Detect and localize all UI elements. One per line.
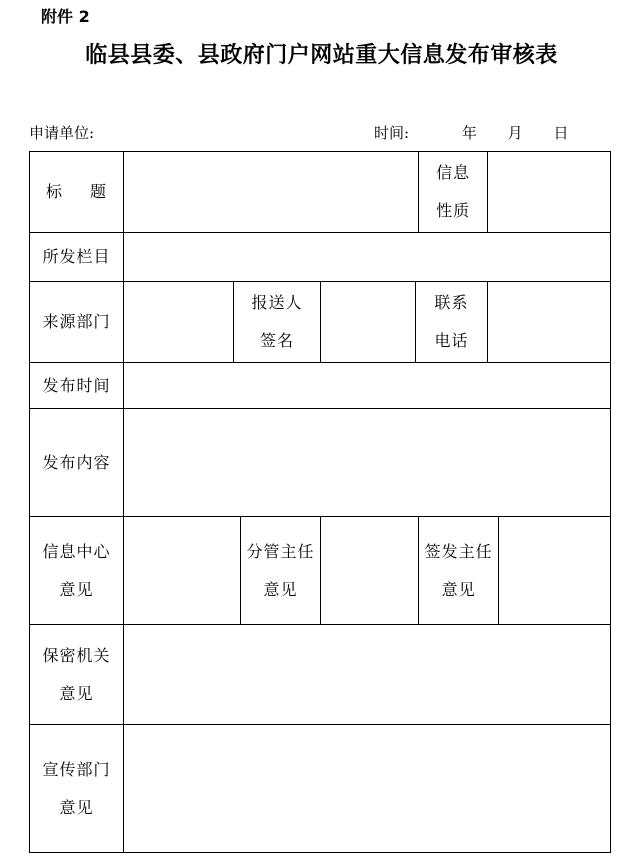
column-input-cell[interactable] bbox=[124, 233, 611, 282]
info-center-input-cell[interactable] bbox=[124, 517, 241, 625]
table-row bbox=[30, 725, 611, 853]
contact-input-cell[interactable] bbox=[488, 282, 611, 363]
propaganda-input-cell[interactable] bbox=[124, 725, 611, 853]
submitter-label-line2: 签名 bbox=[259, 331, 294, 350]
table-row bbox=[30, 233, 611, 282]
time-label: 时间: bbox=[374, 124, 410, 142]
publish-content-input-cell[interactable] bbox=[124, 409, 611, 517]
year-label: 年 bbox=[461, 124, 477, 142]
publish-content-label: 发布内容 bbox=[42, 452, 111, 472]
supervisor-input-cell[interactable] bbox=[321, 517, 419, 625]
title-label-cell bbox=[30, 152, 124, 233]
contact-label-cell bbox=[416, 282, 488, 363]
secrecy-label-cell bbox=[30, 625, 124, 725]
info-center-label-line2: 意见 bbox=[59, 579, 94, 599]
propaganda-label-line2: 意见 bbox=[59, 797, 94, 817]
source-dept-label-cell bbox=[30, 282, 124, 363]
signer-input-cell[interactable] bbox=[499, 517, 611, 625]
secrecy-label-line1: 保密机关 bbox=[42, 645, 111, 665]
title-input-cell[interactable] bbox=[124, 152, 419, 233]
secrecy-label-line2: 意见 bbox=[59, 683, 94, 703]
table-row bbox=[30, 152, 611, 233]
day-label: 日 bbox=[553, 124, 569, 142]
submitter-label-cell bbox=[234, 282, 321, 363]
propaganda-label-line1: 宣传部门 bbox=[42, 759, 111, 779]
supervisor-label-line1: 分管主任 bbox=[246, 541, 315, 561]
column-label: 所发栏目 bbox=[42, 247, 111, 266]
page-title: 临县县委、县政府门户网站重大信息发布审核表 bbox=[85, 43, 558, 68]
publish-time-label: 发布时间 bbox=[42, 375, 111, 395]
info-nature-input-cell[interactable] bbox=[488, 152, 611, 233]
submitter-input-cell[interactable] bbox=[321, 282, 416, 363]
info-nature-label-line2: 性质 bbox=[436, 201, 471, 220]
propaganda-label-cell bbox=[30, 725, 124, 853]
source-dept-input-cell[interactable] bbox=[124, 282, 234, 363]
supervisor-label-line2: 意见 bbox=[263, 579, 298, 599]
attachment-label: 附件 2 bbox=[41, 7, 90, 26]
table-row bbox=[30, 363, 611, 409]
publish-content-label-cell bbox=[30, 409, 124, 517]
title-label-part2: 题 bbox=[89, 182, 107, 201]
signer-label-line1: 签发主任 bbox=[424, 541, 493, 561]
table-row bbox=[30, 282, 611, 363]
date-line bbox=[374, 122, 568, 143]
table-row bbox=[30, 517, 611, 625]
supervisor-label-cell bbox=[241, 517, 321, 625]
info-center-label-cell bbox=[30, 517, 124, 625]
secrecy-input-cell[interactable] bbox=[124, 625, 611, 725]
publish-time-input-cell[interactable] bbox=[124, 363, 611, 409]
title-label-part1: 标 bbox=[46, 182, 64, 201]
submitter-label-line1: 报送人 bbox=[251, 293, 303, 312]
source-dept-label: 来源部门 bbox=[42, 312, 111, 331]
info-center-label-line1: 信息中心 bbox=[42, 541, 111, 561]
contact-label-line1: 联系 bbox=[434, 293, 469, 312]
info-nature-label-line1: 信息 bbox=[436, 163, 471, 182]
info-nature-label-cell bbox=[419, 152, 488, 233]
signer-label-line2: 意见 bbox=[441, 579, 476, 599]
signer-label-cell bbox=[419, 517, 499, 625]
column-label-cell bbox=[30, 233, 124, 282]
review-form-table bbox=[29, 151, 611, 853]
table-row bbox=[30, 625, 611, 725]
contact-label-line2: 电话 bbox=[434, 331, 469, 350]
table-row bbox=[30, 409, 611, 517]
applicant-unit-label: 申请单位: bbox=[29, 124, 95, 142]
publish-time-label-cell bbox=[30, 363, 124, 409]
month-label: 月 bbox=[507, 124, 523, 142]
